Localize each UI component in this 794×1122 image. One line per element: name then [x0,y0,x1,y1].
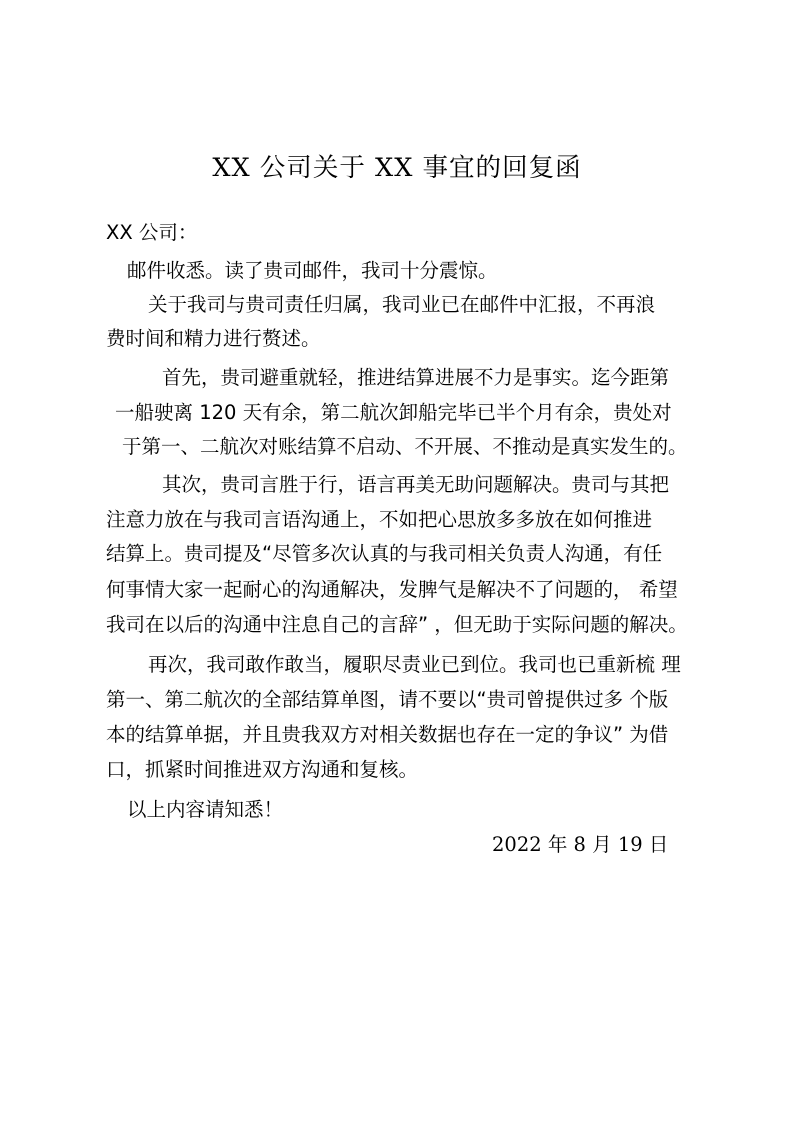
body-line: 第一、第二航次的全部结算单图，请不要以“贵司曾提供过多 个版 [106,688,669,711]
body-line: 何事情大家一起耐心的沟通解决，发脾气是解决不了问题的， 希望 [106,578,678,601]
letter-date: 2022 年 8 月 19 日 [492,833,669,856]
body-line: 关于我司与贵司责任归属，我司业已在邮件中汇报，不再浪 [148,293,656,316]
body-line: 结算上。贵司提及“尽管多次认真的与我司相关负责人沟通，有任 [106,542,663,565]
body-line: 口，抓紧时间推进双方沟通和复核。 [106,758,419,781]
body-line: 费时间和精力进行赘述。 [106,327,321,350]
body-line: 一船驶离 120 天有余，第二航次卸船完毕已半个月有余，贵处对 [115,401,672,424]
body-line: 我司在以后的沟通中注息自己的言辞” ，但无助于实际问题的解决。 [106,613,688,636]
body-line: 其次，贵司言胜于行，语言再美无助问题解决。贵司与其把 [162,473,670,496]
body-line: 邮件收悉。读了贵司邮件，我司十分震惊。 [127,259,498,282]
closing-line: 以上内容请知悉！ [127,798,284,821]
document-title: XX 公司关于 XX 事宜的回复函 [212,153,582,183]
body-line: 于第一、二航次对账结算不启动、不开展、不推动是真实发生的。 [122,435,688,458]
body-line: 首先，贵司避重就轻，推进结算进展不力是事实。迄今距第 [162,366,670,389]
body-line: 再次，我司敢作敢当，履职尽责业已到位。我司也已重新梳 理 [148,653,681,676]
body-line: 注意力放在与我司言语沟通上，不如把心思放多多放在如何推进 [106,508,653,531]
body-line: 本的结算单据，并且贵我双方对相关数据也存在一定的争议” 为借 [106,723,669,746]
salutation: XX 公司： [106,221,198,244]
